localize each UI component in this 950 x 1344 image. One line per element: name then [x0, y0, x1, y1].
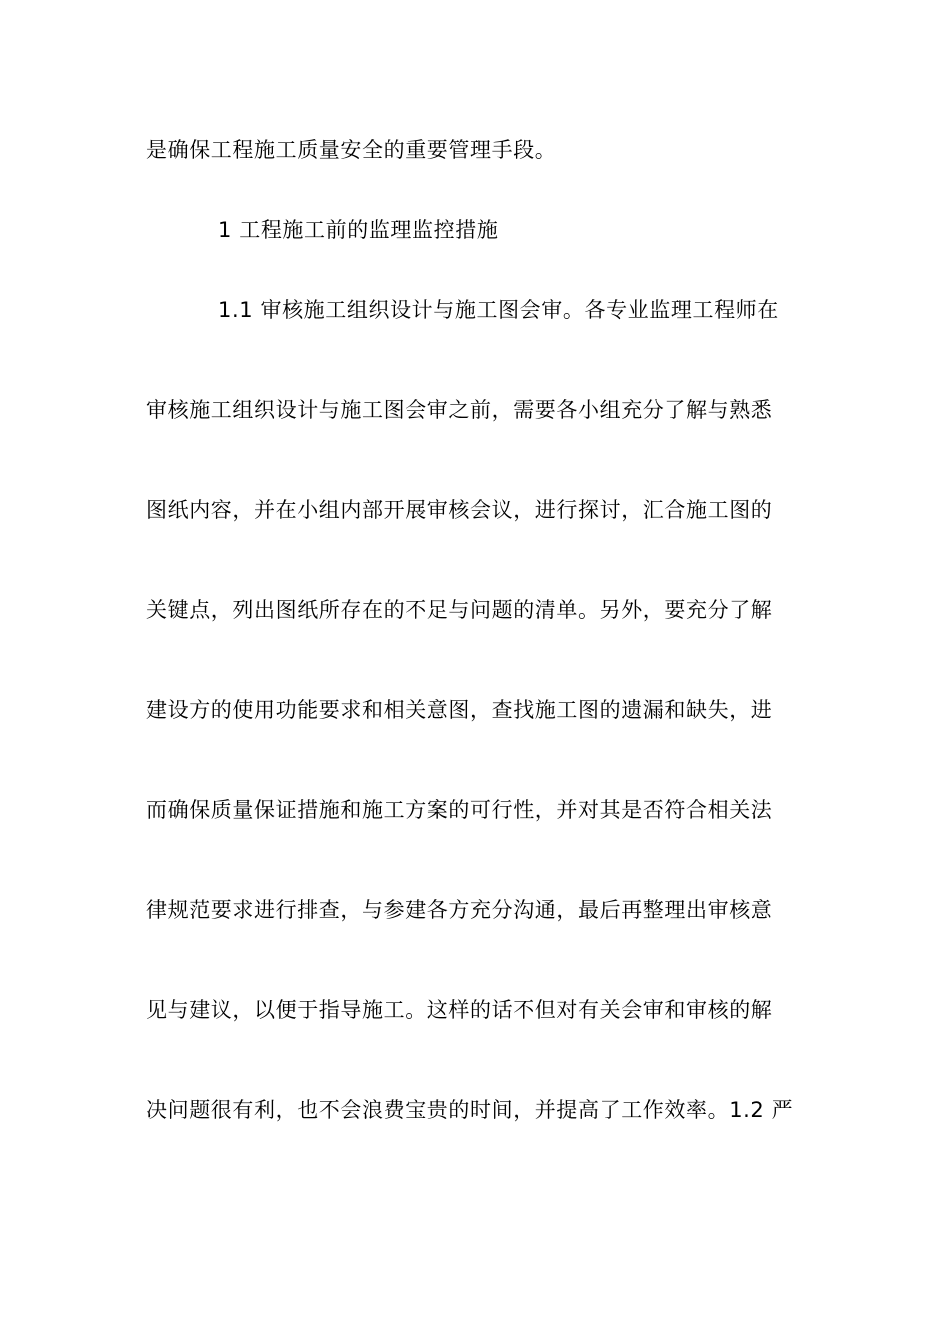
body-text-line: 建设方的使用功能要求和相关意图，查找施工图的遗漏和缺失，进 — [146, 698, 773, 722]
body-text-line: 审核施工组织设计与施工图会审之前，需要各小组充分了解与熟悉 — [146, 398, 773, 422]
body-text-line: 图纸内容，并在小组内部开展审核会议，进行探讨，汇合施工图的 — [146, 498, 773, 522]
body-text-line: 关键点，列出图纸所存在的不足与问题的清单。另外，要充分了解 — [146, 598, 773, 622]
paragraph-continuation-line: 是确保工程施工质量安全的重要管理手段。 — [146, 138, 557, 162]
body-text-line: 决问题很有利，也不会浪费宝贵的时间，并提高了工作效率。1.2 严 — [146, 1098, 794, 1122]
body-text-line: 而确保质量保证措施和施工方案的可行性，并对其是否符合相关法 — [146, 798, 773, 822]
body-text-line: 律规范要求进行排查，与参建各方充分沟通，最后再整理出审核意 — [146, 898, 773, 922]
body-text-line: 见与建议，以便于指导施工。这样的话不但对有关会审和审核的解 — [146, 998, 773, 1022]
subsection-first-line: 1.1 审核施工组织设计与施工图会审。各专业监理工程师在 — [218, 298, 779, 322]
section-heading: 1 工程施工前的监理监控措施 — [218, 218, 499, 242]
